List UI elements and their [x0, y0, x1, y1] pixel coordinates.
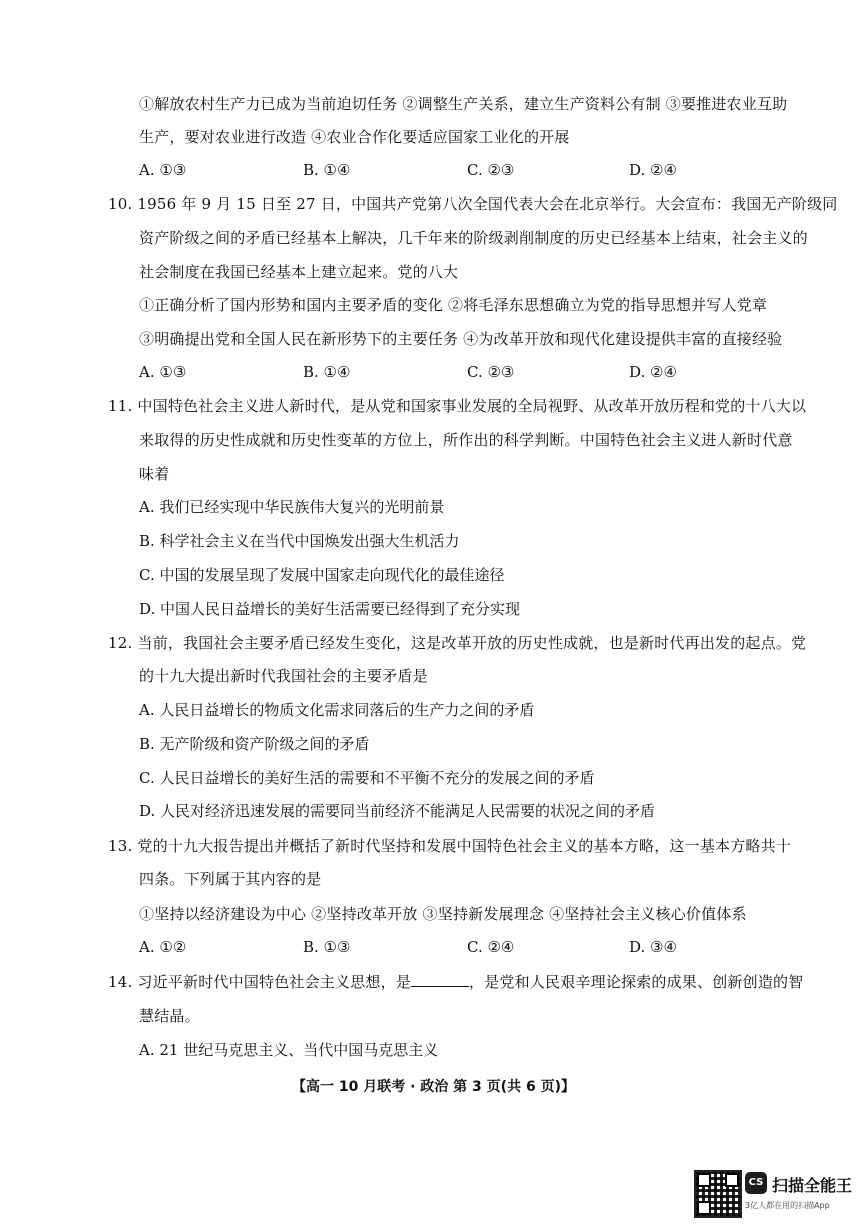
q10-option-b: B. ①④ — [303, 363, 351, 381]
q9-option-b: B. ①④ — [303, 161, 351, 179]
qr-code-icon — [694, 1170, 742, 1218]
q9-option-d: D. ②④ — [629, 161, 677, 179]
q13-statements: ①坚持以经济建设为中心 ②坚持改革开放 ③坚持新发展理念 ④坚持社会主义核心价值体系 — [139, 905, 747, 923]
q12-option-d: D. 人民对经济迅速发展的需要同当前经济不能满足人民需要的状况之间的矛盾 — [139, 802, 656, 820]
q13-option-b: B. ①③ — [303, 938, 351, 956]
q10-statements-line2: ③明确提出党和全国人民在新形势下的主要任务 ④为改革开放和现代化建设提供丰富的直接经验 — [139, 330, 783, 348]
q11-option-a: A. 我们已经实现中华民族伟大复兴的光明前景 — [139, 498, 445, 516]
q14-option-a: A. 21 世纪马克思主义、当代中国马克思主义 — [139, 1041, 439, 1059]
q12-option-a: A. 人民日益增长的物质文化需求同落后的生产力之间的矛盾 — [139, 701, 535, 719]
q11-stem-line3: 味着 — [139, 465, 170, 483]
q11-stem-line2: 来取得的历史性成就和历史性变革的方位上，所作出的科学判断。中国特色社会主义进人新时代意 — [139, 431, 793, 449]
q9-statements-line2: 生产，要对农业进行改造 ④农业合作化要适应国家工业化的开展 — [139, 128, 570, 146]
q11-option-c: C. 中国的发展呈现了发展中国家走向现代化的最佳途径 — [139, 566, 505, 584]
q11-option-d: D. 中国人民日益增长的美好生活需要已经得到了充分实现 — [139, 600, 521, 618]
q13-stem-line2: 四条。下列属于其内容的是 — [139, 870, 322, 888]
q13-option-c: C. ②④ — [467, 938, 515, 956]
q10-option-c: C. ②③ — [467, 363, 515, 381]
q14-stem-line1 — [108, 972, 803, 992]
q14-stem-part2: ，是党和人民艰辛理论探索的成果、创新创造的智 — [469, 973, 804, 991]
page-footer: 【高一 10 月联考 · 政治 第 3 页(共 6 页)】 — [292, 1079, 575, 1095]
q9-option-a: A. ①③ — [139, 161, 187, 179]
q10-option-a: A. ①③ — [139, 363, 187, 381]
watermark-brand: 扫描全能王 — [772, 1176, 853, 1195]
q13-option-d: D. ③④ — [629, 938, 677, 956]
q13-option-a: A. ①② — [139, 938, 187, 956]
q10-stem-line3: 社会制度在我国已经基本上建立起来。党的八大 — [139, 263, 459, 281]
q12-stem-line2: 的十九大提出新时代我国社会的主要矛盾是 — [139, 667, 428, 685]
q10-option-d: D. ②④ — [629, 363, 677, 381]
watermark-subtitle: 3亿人都在用的扫描App — [745, 1201, 830, 1210]
q12-option-b: B. 无产阶级和资产阶级之间的矛盾 — [139, 735, 370, 753]
q9-option-c: C. ②③ — [467, 161, 515, 179]
q10-stem-line2: 资产阶级之间的矛盾已经基本上解决，几千年来的阶级剥削制度的历史已经基本上结束，社会主义的 — [139, 229, 808, 247]
q14-stem-line2: 慧结晶。 — [139, 1007, 200, 1025]
q12-stem-line1: 12. 当前，我国社会主要矛盾已经发生变化，这是改革开放的历史性成就，也是新时代再出发的起点。党 — [108, 634, 807, 652]
camscanner-logo-icon: CS — [745, 1172, 767, 1194]
q13-stem-line1: 13. 党的十九大报告提出并概括了新时代坚持和发展中国特色社会主义的基本方略，这一基本方略共十 — [108, 837, 792, 855]
q10-statements-line1: ①正确分析了国内形势和国内主要矛盾的变化 ②将毛泽东思想确立为党的指导思想并写人党章 — [139, 296, 768, 314]
q14-stem-part1: 14. 习近平新时代中国特色社会主义思想，是 — [108, 973, 412, 991]
q11-stem-line1: 11. 中国特色社会主义进人新时代，是从党和国家事业发展的全局视野、从改革开放历程和党的十八大以 — [108, 397, 807, 415]
q14-blank — [411, 972, 469, 987]
q12-option-c: C. 人民日益增长的美好生活的需要和不平衡不充分的发展之间的矛盾 — [139, 769, 595, 787]
q11-option-b: B. 科学社会主义在当代中国焕发出强大生机活力 — [139, 532, 460, 550]
q9-statements-line1: ①解放农村生产力已成为当前迫切任务 ②调整生产关系，建立生产资料公有制 ③要推进农业互助 — [139, 95, 788, 113]
q10-stem-line1: 10. 1956 年 9 月 15 日至 27 日，中国共产党第八次全国代表大会在北京举行。大会宣布：我国无产阶级同 — [108, 195, 838, 213]
